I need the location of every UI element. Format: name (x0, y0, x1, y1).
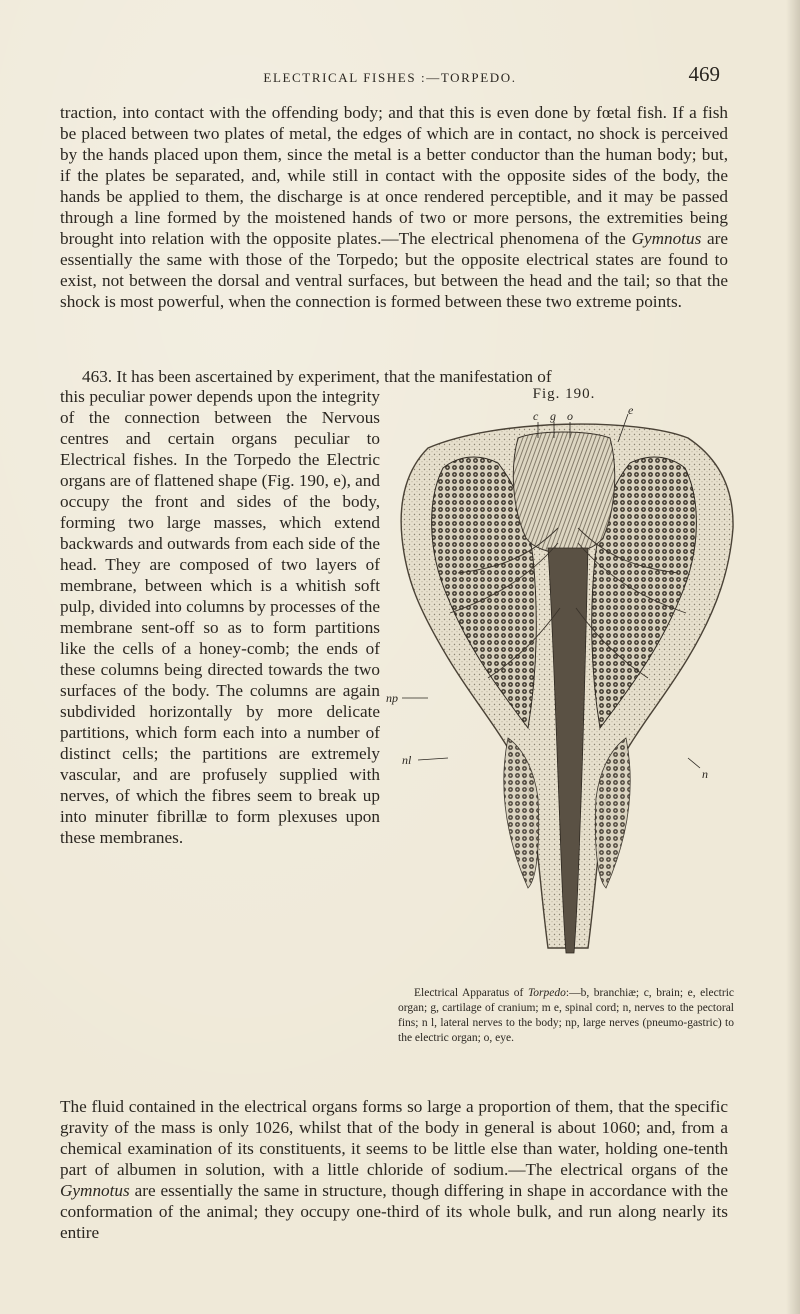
paragraph-463-continuation (60, 1096, 728, 1243)
label-n: n (702, 767, 708, 781)
paragraph-463-first-line: 463. It has been ascertained by experiment, that the manifestation of (82, 367, 552, 386)
caption-tail: :—b, branchiæ; c, brain; e, electric organ; g, cartilage of cranium; m e, spinal cord; n, nerves to the pectoral fins; n l, lateral nerves to the body; np, large nerves (pneumo-gastric) to the electric organ; o, eye. (398, 987, 734, 1044)
running-head-title: ELECTRICAL FISHES :—TORPEDO. (263, 70, 517, 85)
paragraph-text-tail: are essentially the same with those of the Torpedo; but the opposite electrical states are found to exist, not between the dorsal and ventral surfaces, but between the head and the tail; so that the shock is most powerful, when the connection is formed between these two extreme points. (60, 229, 728, 311)
gymnotus-term-2: Gymnotus (60, 1181, 130, 1200)
label-o: o (567, 409, 573, 423)
label-g: g (550, 409, 556, 423)
label-c: c (533, 409, 539, 423)
paragraph-462-continuation (60, 102, 728, 312)
paragraph-463-bottom-text: The fluid contained in the electrical organs forms so large a proportion of them, that the specific gravity of the mass is only 1026, whilst that of the body in general is about 1060; and, from a chemical examination of its constituents, it seems to be little else than water, holding one-tenth part of albumen in solution, with a little chloride of sodium.—The electrical organs of the (60, 1097, 728, 1179)
figure-title: Fig. 190. (532, 386, 596, 402)
gymnotus-term: Gymnotus (631, 229, 702, 248)
head-cartilage (513, 432, 614, 553)
figure-caption (398, 986, 734, 1046)
caption-head: Electrical Apparatus of (414, 987, 528, 999)
paragraph-text: traction, into contact with the offending body; and that this is even done by fœtal fish. If a fish be placed between two plates of metal, the edges of which are in contact, no shock is perceived by the hands placed upon them, since the metal is a better conductor than the human body; but, if the plates be separated, and, while still in contact with the opposite sides of the body, the hands be applied to them, the discharge is at once rendered perceptible, and it may be passed through a line formed by the moistened hands of two or more persons, the extremities being brought into relation with the opposite plates.—The electrical phenomena of the (60, 103, 728, 248)
paragraph-463-column (60, 386, 380, 848)
page-number: 469 (688, 62, 720, 86)
paragraph-463-lead (60, 366, 728, 387)
label-nl: nl (402, 753, 412, 767)
figure-190 (388, 386, 740, 1098)
torpedo-electric-apparatus-illustration (386, 403, 740, 978)
running-head (60, 62, 720, 92)
label-np: np (386, 691, 398, 705)
paragraph-463-column-text: this peculiar power depends upon the integrity of the connection between the Nervous centres and certain organs peculiar to Electrical fishes. In the Torpedo the Electric organs are of flattened shape (Fig. 190, e), and occupy the front and sides of the body, forming two large masses, which extend backwards and outwards from each side of the head. They are composed of two layers of membrane, between which is a whitish soft pulp, divided into columns by processes of the membrane sent-off so as to form partitions like the cells of a honey-comb; the ends of these columns being directed towards the two surfaces of the body. The columns are again subdivided horizontally by more delicate partitions, which form each into a number of distinct cells; the partitions are extremely vascular, and are profusely supplied with nerves, of which the fibres seem to break up into minuter fibrillæ to form plexuses upon these membranes. (60, 387, 380, 847)
paragraph-463-bottom-tail: are essentially the same in structure, though differing in shape in accordance with the conformation of the animal; they occupy one-third of its whole bulk, and run along nearly its entire (60, 1181, 728, 1242)
label-e: e (628, 403, 634, 417)
caption-italic: Torpedo (527, 987, 566, 999)
page-edge-shadow (786, 0, 800, 1314)
